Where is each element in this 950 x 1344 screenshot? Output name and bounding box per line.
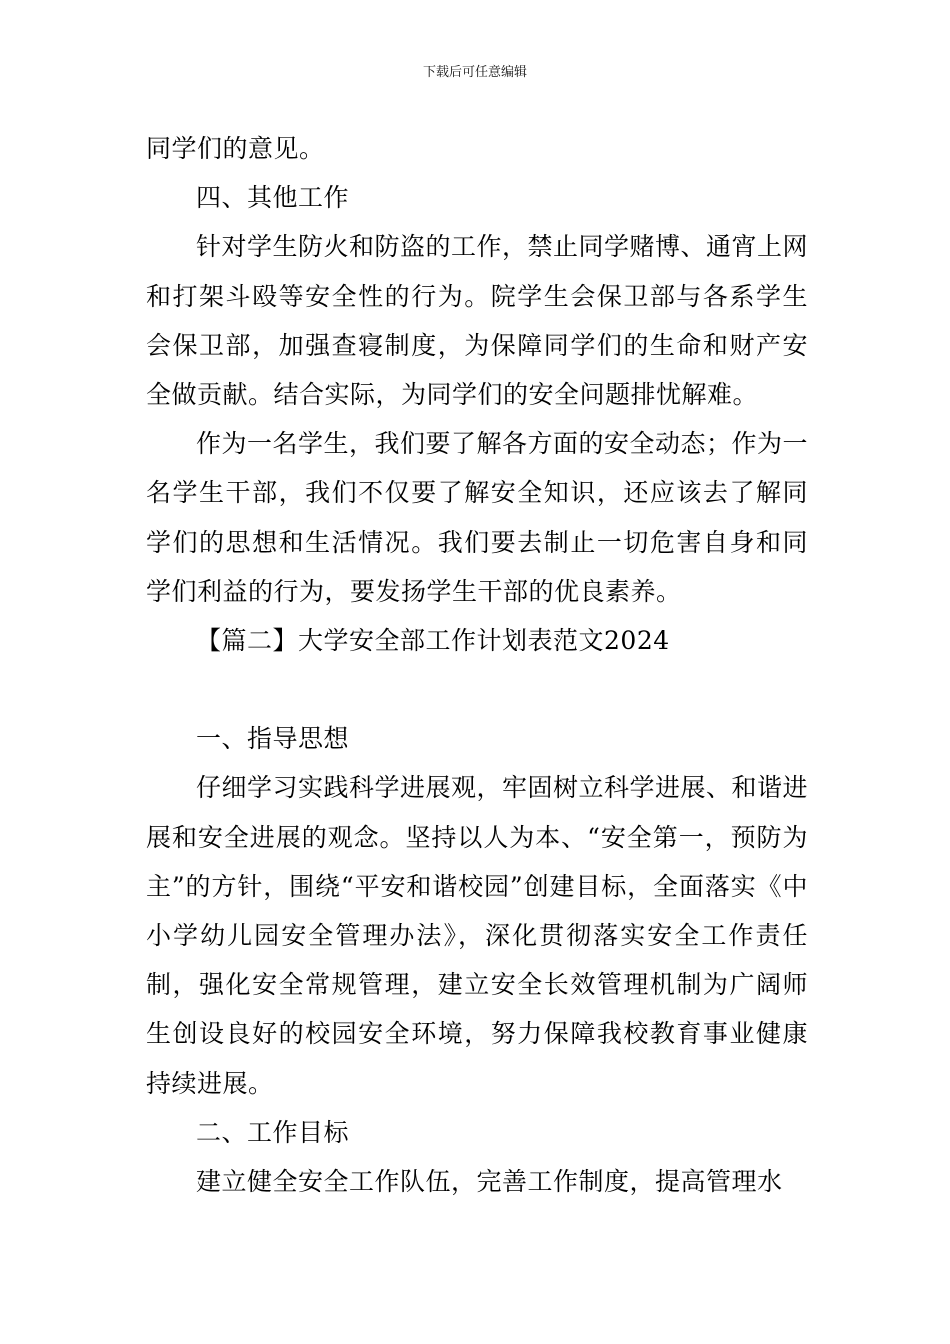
heading-guiding-ideology: 一、指导思想 <box>196 724 350 754</box>
paragraph-guiding-ideology: 仔细学习实践科学进展观，牢固树立科学进展、和谐进展和安全进展的观念。坚持以人为本、“安全第一，预防为主”的方针，围绕“平安和谐校园”创建目标，全面落实《中小学幼儿园安全管理办法》，深化贯彻落实安全工作责任制，强化安全常规管理，建立安全长效管理机制为广阔师生创设良好的校园安全环境，努力保障我校教育事业健康持续进展。 <box>146 773 809 1098</box>
paragraph-continuation: 同学们的意见。 <box>146 134 325 163</box>
paragraph-fire-theft: 针对学生防火和防盗的工作，禁止同学赌博、通宵上网和打架斗殴等安全性的行为。院学生会保卫部与各系学生会保卫部，加强查寝制度，为保障同学们的生命和财产安全做贡献。结合实际，为同学们的安全问题排忧解难。 <box>146 232 809 410</box>
paragraph-student-cadre: 作为一名学生，我们要了解各方面的安全动态；作为一名学生干部，我们不仅要了解安全知识，还应该去了解同学们的思想和生活情况。我们要去制止一切危害自身和同学们利益的行为，要发扬学生干部的优良素养。 <box>146 429 809 606</box>
page-header-note: 下载后可任意编辑 <box>422 65 527 80</box>
blank-line <box>146 665 808 714</box>
paragraph-work-goals: 建立健全安全工作队伍，完善工作制度，提高管理水 <box>196 1167 783 1197</box>
document-body <box>146 124 808 1206</box>
heading-other-work: 四、其他工作 <box>196 183 350 213</box>
section-title: 【篇二】大学安全部工作计划表范文2024 <box>196 626 670 656</box>
heading-work-goals: 二、工作目标 <box>196 1117 350 1147</box>
